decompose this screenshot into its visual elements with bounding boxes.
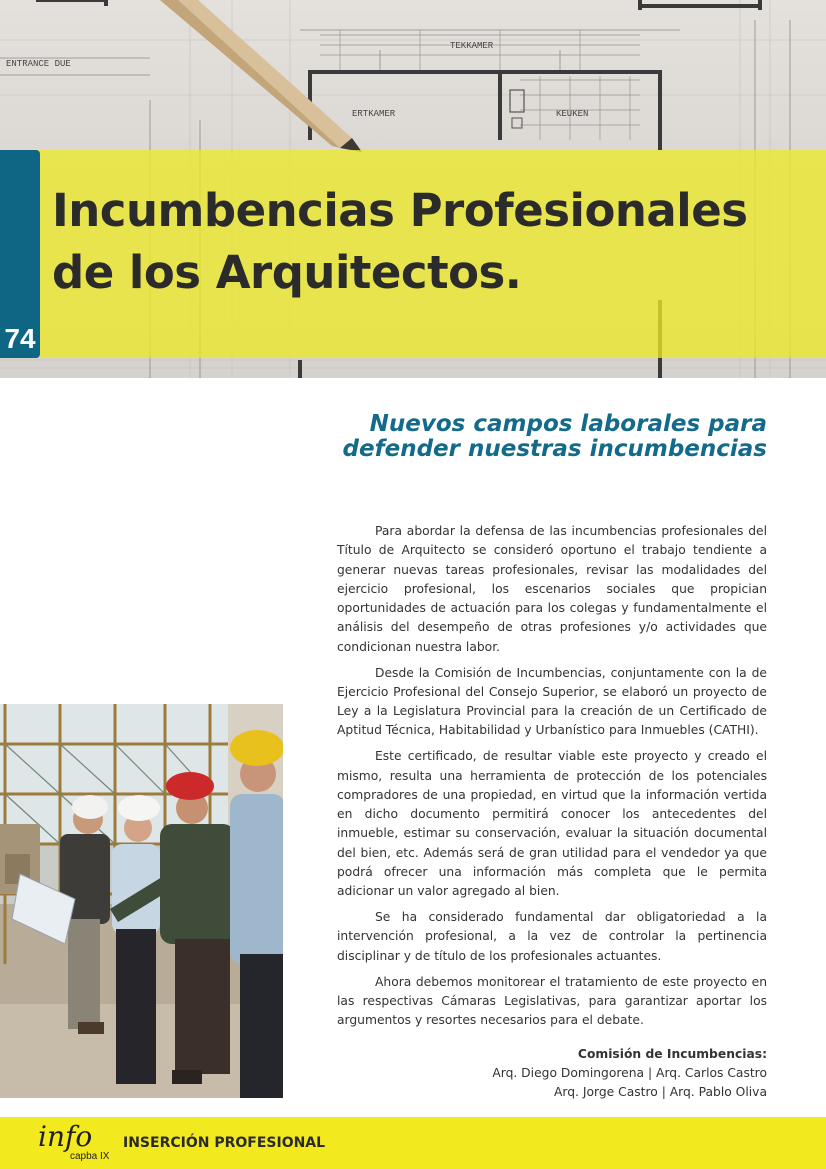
blueprint-label-room1: ERTKAMER (352, 109, 396, 119)
article-paragraph: Este certificado, de resultar viable este proyecto y creado el mismo, resulta una herramienta de protección de los potenciales compradores de una propiedad, en virtud que la información vertida en dicho documento permitirá conocer los antecedentes del inmueble, estimar su conservación, evaluar la situación documental del bien, etc. Además será de gran utilidad para el vendedor ya que podrá ofrecer una información más completa que le permita adicionar un valor agregado al bien. (337, 749, 767, 899)
blueprint-label-left: ENTRANCE DUE (6, 59, 71, 69)
article-paragraph: Desde la Comisión de Incumbencias, conjuntamente con la de Ejercicio Profesional del Consejo Superior, se elaboró un proyecto de Ley a la Legislatura Provincial para la creación de un Certificado de Aptitud Técnica, Habitabilidad y Urbanístico para Inmuebles (CATHI). (337, 665, 767, 738)
signature-line: Arq. Diego Domingorena | Arq. Carlos Castro (492, 1066, 767, 1080)
article-paragraph: Se ha considerado fundamental dar obligatoriedad a la intervención profesional, a la vez de controlar la pertinencia disciplinar y de título de los profesionales actuantes. (337, 910, 767, 963)
footer-section-label: INSERCIÓN PROFESIONAL (123, 1135, 326, 1151)
blueprint-label-room2: KEUKEN (556, 109, 589, 119)
logo-subtitle: capba IX (70, 1151, 110, 1162)
article-subtitle (287, 412, 767, 462)
header-banner (0, 0, 826, 378)
signature-title: Comisión de Incumbencias: (577, 1047, 767, 1061)
logo-word: info (38, 1120, 93, 1153)
footer-bar (0, 1117, 826, 1169)
construction-photo (0, 704, 283, 1098)
page-title-line2: de los Arquitectos. (52, 246, 522, 299)
article-paragraph: Para abordar la defensa de las incumbencias profesionales del Título de Arquitecto se consideró oportuno el trabajo tendiente a generar nuevas tareas profesionales, revisar las modalidades del ejercicio profesional, los escenarios sociales que propician oportunidades de actuación para los colegas y fundamentalmente el análisis del desempeño de otras profesiones y/o actividades que condicionan nuestra labor. (337, 524, 767, 654)
article-paragraph: Ahora debemos monitorear el tratamiento de este proyecto en las respectivas Cámaras Legislativas, para garantizar aportar los argumentos y resortes necesarios para el debate. (337, 974, 767, 1028)
subtitle-line2: defender nuestras incumbencias (342, 436, 767, 462)
signature-line: Arq. Jorge Castro | Arq. Pablo Oliva (553, 1085, 767, 1099)
subtitle-line1: Nuevos campos laborales para (369, 411, 767, 437)
article-body (337, 522, 767, 1037)
page-number: 74 (4, 323, 36, 354)
signature-block (337, 1045, 767, 1102)
page-title-line1: Incumbencias Profesionales (52, 184, 748, 237)
page-title (52, 180, 812, 304)
info-logo (38, 1121, 118, 1165)
blueprint-label-top: TEKKAMER (450, 41, 494, 51)
